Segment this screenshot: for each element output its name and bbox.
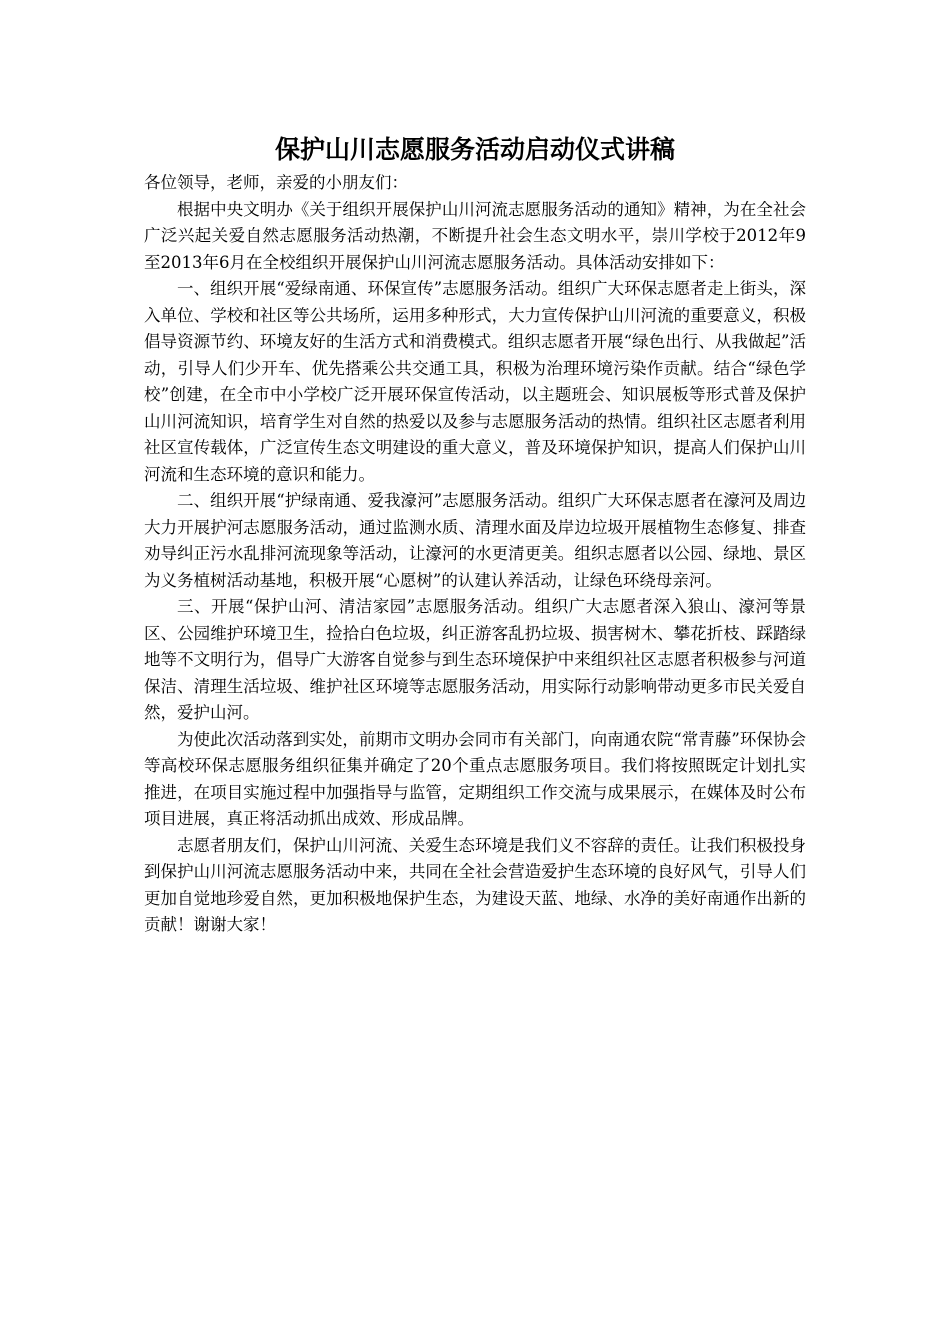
document-page [144,130,806,939]
paragraph-implementation: 为使此次活动落到实处，前期市文明办会同市有关部门，向南通农院“常青藤”环保协会等高校环保志愿服务组织征集并确定了20个重点志愿服务项目。我们将按照既定计划扎实推进，在项目实施过程中加强指导与监管，定期组织工作交流与成果展示，在媒体及时公布项目进展，真正将活动抓出成效、形成品牌。 [144,729,806,828]
paragraph-closing: 志愿者朋友们，保护山川河流、关爱生态环境是我们义不容辞的责任。让我们积极投身到保护山川河流志愿服务活动中来，共同在全社会营造爱护生态环境的良好风气，引导人们更加自觉地珍爱自然，更加积极地保护生态，为建设天蓝、地绿、水净的美好南通作出新的贡献！谢谢大家！ [144,835,806,934]
paragraph-section-three: 三、开展“保护山河、清洁家园”志愿服务活动。组织广大志愿者深入狼山、濠河等景区、公园维护环境卫生，捡拾白色垃圾，纠正游客乱扔垃圾、损害树木、攀花折枝、踩踏绿地等不文明行为，倡导广大游客自觉参与到生态环境保护中来组织社区志愿者积极参与河道保洁、清理生活垃圾、维护社区环境等志愿服务活动，用实际行动影响带动更多市民关爱自然，爱护山河。 [144,597,806,722]
paragraph-intro: 根据中央文明办《关于组织开展保护山川河流志愿服务活动的通知》精神，为在全社会广泛兴起关爱自然志愿服务活动热潮，不断提升社会生态文明水平，崇川学校于2012年9至2013年6月在全校组织开展保护山川河流志愿服务活动。具体活动安排如下： [144,199,806,272]
paragraph-section-two: 二、组织开展“护绿南通、爱我濠河”志愿服务活动。组织广大环保志愿者在濠河及周边大力开展护河志愿服务活动，通过监测水质、清理水面及岸边垃圾开展植物生态修复、排查劝导纠正污水乱排河流现象等活动，让濠河的水更清更美。组织志愿者以公园、绿地、景区为义务植树活动基地，积极开展“心愿树”的认建认养活动，让绿色环绕母亲河。 [144,491,806,590]
paragraph-section-one: 一、组织开展“爱绿南通、环保宣传”志愿服务活动。组织广大环保志愿者走上街头，深入单位、学校和社区等公共场所，运用多种形式，大力宣传保护山川河流的重要意义，积极倡导资源节约、环境友好的生活方式和消费模式。组织志愿者开展“绿色出行、从我做起”活动，引导人们少开车、优先搭乘公共交通工具，积极为治理环境污染作贡献。结合“绿色学校”创建，在全市中小学校广泛开展环保宣传活动，以主题班会、知识展板等形式普及保护山川河流知识，培育学生对自然的热爱以及参与志愿服务活动的热情。组织社区志愿者利用社区宣传载体，广泛宣传生态文明建设的重大意义，普及环境保护知识，提高人们保护山川河流和生态环境的意识和能力。 [144,279,806,484]
salutation: 各位领导，老师，亲爱的小朋友们： [144,173,408,192]
document-title: 保护山川志愿服务活动启动仪式讲稿 [274,135,675,164]
